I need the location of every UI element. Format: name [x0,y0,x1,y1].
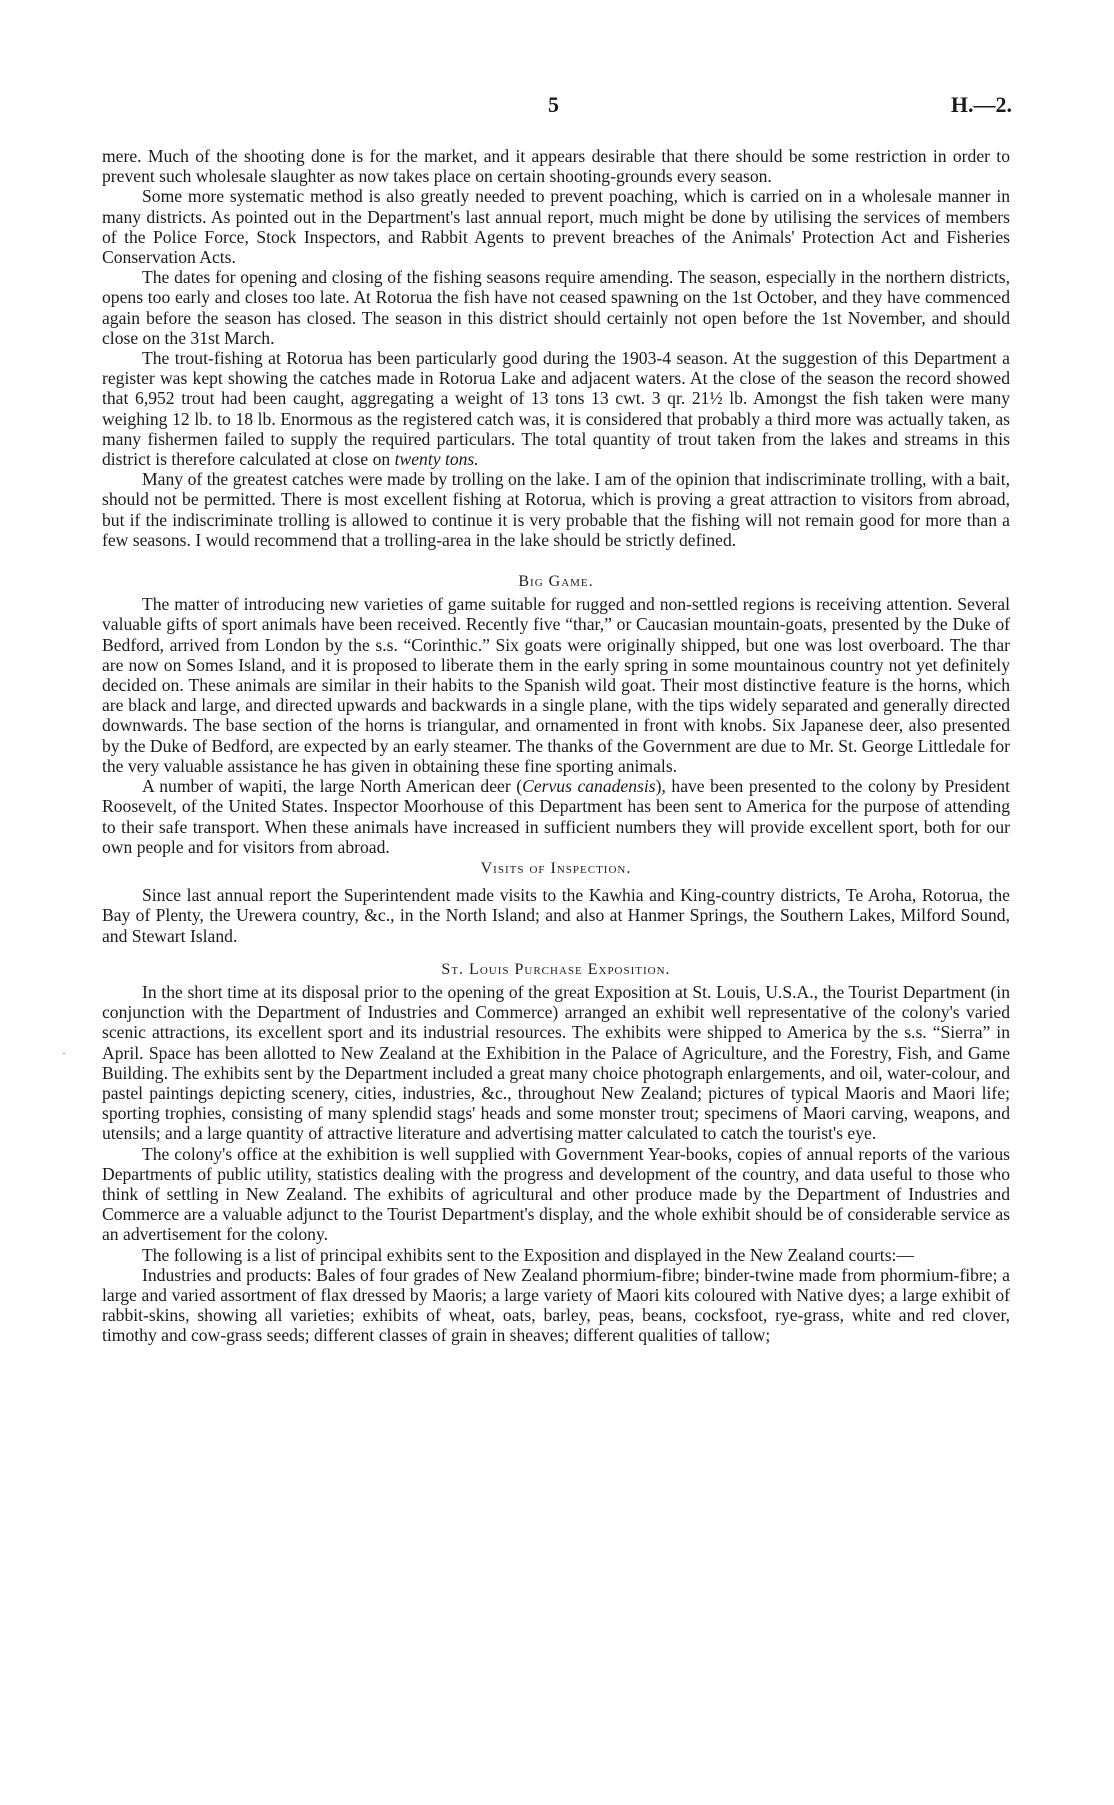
paragraph-shooting: mere. Much of the shooting done is for the market, and it appears desirable that there should be some restriction in order to prevent such wholesale slaughter as now takes place on certain shooting-grounds every season. [102,146,1010,187]
paragraph-visits: Since last annual report the Superintendent made visits to the Kawhia and King-country districts, Te Aroha, Rotorua, the Bay of Plenty, the Urewera country, &c., in the North Island; and also at Hanmer Springs, the Southern Lakes, Milford Sound, and Stewart Island. [102,885,1010,946]
section-heading-visits: Visits of Inspection. [480,859,632,877]
paragraph-trout-fishing [102,348,1010,469]
paragraph-st-louis-2: The colony's office at the exhibition is well supplied with Government Year-books, copies of annual reports of the various Departments of public utility, statistics dealing with the progress and development of the country, and data useful to those who think of settling in New Zealand. The exhibits of agricultural and other produce made by the Department of Industries and Commerce are a valuable adjunct to the Tourist Department's display, and the whole exhibit should be of considerable service as an advertisement for the colony. [102,1143,1010,1245]
document-reference: H.—2. [950,92,1012,117]
paragraph-poaching: Some more systematic method is also greatly needed to prevent poaching, which is carried on in a wholesale manner in many districts. As pointed out in the Department's last annual report, much might be done by utilising the services of members of the Police Force, Stock Inspectors, and Rabbit Agents to prevent breaches of the Animals' Protection Act and Fisheries Conservation Acts. [102,186,1010,268]
page-header [0,92,1114,122]
trout-fishing-text: The trout-fishing at Rotorua has been particularly good during the 1903-4 season. At the suggestion of this Department a register was kept showing the catches made in Rotorua Lake and adjacent waters. At the close of the season the record showed that 6,952 trout had been caught, aggregating a weight of 13 tons 13 cwt. 3 qr. 21½ lb. Amongst the fish taken were many weighing 12 lb. to 18 lb. Enormous as the registered catch was, it is considered that probably a third more was actually taken, as many fishermen failed to supply the required particulars. The total quantity of trout taken from the lakes and streams in this district is therefore calculated at close on [102,348,1010,470]
latin-name: Cervus canadensis [522,776,656,797]
section-heading-st-louis: St. Louis Purchase Exposition. [441,960,671,978]
section-heading-big-game: Big Game. [518,573,594,591]
page-number: 5 [548,92,559,117]
paragraph-st-louis-4: Industries and products: Bales of four grades of New Zealand phormium-fibre; binder-twine made from phormium-fibre; a large and varied assortment of flax dressed by Maoris; a large variety of Maori kits coloured with Native dyes; a large exhibit of rabbit-skins, showing all varieties; exhibits of wheat, oats, barley, peas, beans, cocksfoot, rye-grass, white and red clover, timothy and cow-grass seeds; different classes of grain in sheaves; different qualities of tallow; [102,1264,1010,1346]
document-body [102,146,1010,1346]
wapiti-text-before: A number of wapiti, the large North American deer ( [142,776,523,797]
wapiti-text-after: ), have been presented to the colony by President Roosevelt, of the United States. Inspector Moorhouse of this Department has been sent to America for the purpose of attending to their safe transport. When these animals have increased in sufficient numbers they will provide excellent sport, both for our own people and for visitors from abroad. [102,776,1010,857]
paragraph-big-game-1: The matter of introducing new varieties of game suitable for rugged and non-settled regions is receiving attention. Several valuable gifts of sport animals have been received. Recently five “thar,” or Caucasian mountain-goats, presented by the Duke of Bedford, arrived from London by the s.s. “Corinthic.” Six goats were originally shipped, but one was lost overboard. The thar are now on Somes Island, and it is proposed to liberate them in the early spring in some mountainous country not yet definitely decided on. These animals are similar in their habits to the Spanish wild goat. Their most distinctive feature is the horns, which are black and large, and directed upwards and backwards in a single plane, with the tips widely separated and generally directed downwards. The base section of the horns is triangular, and ornamented in front with knobs. Six Japanese deer, also presented by the Duke of Bedford, are expected by an early steamer. The thanks of the Government are due to Mr. St. George Littledale for the very valuable assistance he has given in obtaining these fine sporting animals. [102,594,1010,776]
margin-mark: · [62,1046,66,1060]
paragraph-trolling: Many of the greatest catches were made by trolling on the lake. I am of the opinion that indiscriminate trolling, with a bait, should not be permitted. There is most excellent fishing at Rotorua, which is proving a great attraction to visitors from abroad, but if the indiscriminate trolling is allowed to continue it is very probable that the fishing will not remain good for more than a few seasons. I would recommend that a trolling-area in the lake should be strictly defined. [102,469,1010,550]
paragraph-st-louis-3: The following is a list of principal exhibits sent to the Exposition and displayed in the New Zealand courts:— [142,1244,915,1265]
twenty-tons-emphasis: twenty tons. [394,449,479,470]
paragraph-st-louis-1: In the short time at its disposal prior to the opening of the great Exposition at St. Louis, U.S.A., the Tourist Department (in conjunction with the Department of Industries and Commerce) arranged an exhibit well representative of the colony's varied scenic attractions, its excellent sport and its industrial resources. The exhibits were shipped to America by the s.s. “Sierra” in April. Space has been allotted to New Zealand at the Exhibition in the Palace of Agriculture, and the Forestry, Fish, and Game Building. The exhibits sent by the Department included a great many choice photograph enlargements, and oil, water-colour, and pastel paintings depicting scenery, cities, industries, &c., throughout New Zealand; pictures of typical Maoris and Maori life; sporting trophies, consisting of many splendid stags' heads and some monster trout; specimens of Maori carving, weapons, and utensils; and a large quantity of attractive literature and advertising matter calculated to catch the tourist's eye. [102,981,1010,1144]
paragraph-big-game-2 [102,776,1010,857]
paragraph-fishing-seasons: The dates for opening and closing of the fishing seasons require amending. The season, especially in the northern districts, opens too early and closes too late. At Rotorua the fish have not ceased spawning on the 1st October, and they have commenced again before the season has closed. The season in this district should certainly not open before the 1st November, and should close on the 31st March. [102,267,1010,348]
